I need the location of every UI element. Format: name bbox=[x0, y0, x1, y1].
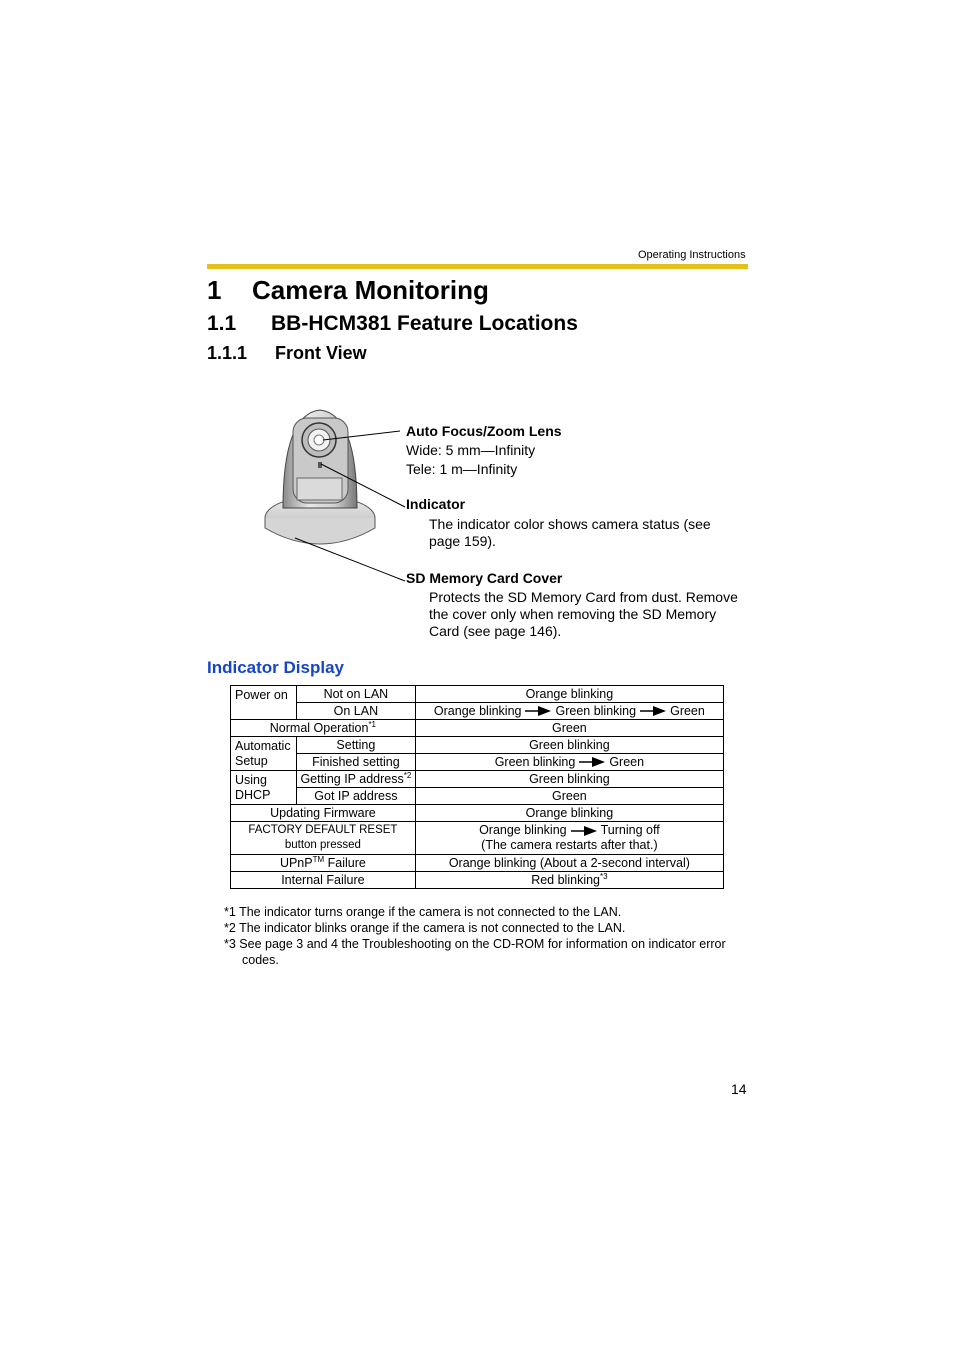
cell-updating-firmware: Updating Firmware bbox=[231, 805, 416, 822]
status-note: (The camera restarts after that.) bbox=[481, 838, 658, 852]
section-number: 1.1 bbox=[207, 312, 237, 335]
cell-status bbox=[415, 822, 723, 855]
cell-on-lan: On LAN bbox=[296, 703, 415, 720]
subsection-title-text: Front View bbox=[275, 343, 367, 363]
table-row bbox=[231, 737, 724, 754]
trademark: TM bbox=[312, 854, 325, 864]
factory-reset-line-1: FACTORY DEFAULT RESET bbox=[248, 824, 398, 836]
arrow-right-icon bbox=[571, 826, 597, 836]
internal-failure-status: Red blinking bbox=[531, 872, 600, 887]
table-row bbox=[231, 822, 724, 855]
chapter-number: 1 bbox=[207, 275, 222, 305]
cell-status: Green blinking bbox=[415, 771, 723, 788]
cell-got-ip: Got IP address bbox=[296, 788, 415, 805]
indicator-display-heading: Indicator Display bbox=[207, 658, 344, 677]
cell-status: Orange blinking bbox=[415, 805, 723, 822]
cell-status bbox=[415, 703, 723, 720]
header-rule bbox=[207, 264, 748, 269]
footnote-2: *2 The indicator blinks orange if the camera is not connected to the LAN. bbox=[224, 921, 626, 935]
sd-cover-desc: Protects the SD Memory Card from dust. Remove the cover only when removing the SD Memory Card (see page 146). bbox=[429, 589, 738, 639]
table-row bbox=[231, 703, 724, 720]
camera-illustration bbox=[255, 400, 415, 585]
indicator-desc: The indicator color shows camera status (see page 159). bbox=[429, 516, 711, 549]
normal-operation-text: Normal Operation bbox=[269, 720, 369, 735]
cell-status: Orange blinking bbox=[415, 686, 723, 703]
footnote-1: *1 The indicator turns orange if the camera is not connected to the LAN. bbox=[224, 905, 622, 919]
table-row bbox=[231, 686, 724, 703]
subsection-title bbox=[207, 343, 367, 364]
status-step: Green blinking bbox=[494, 754, 576, 769]
status-step: Green bbox=[609, 754, 645, 769]
status-step: Green bbox=[670, 703, 705, 718]
cell-power-on: Power on bbox=[231, 686, 297, 720]
page-number: 14 bbox=[731, 1081, 747, 1097]
cell-upnp-failure bbox=[231, 855, 416, 872]
upnp-text: UPnP bbox=[279, 855, 313, 870]
indicator-label: Indicator bbox=[406, 496, 466, 512]
table-row bbox=[231, 855, 724, 872]
cell-status bbox=[415, 754, 723, 771]
status-step: Orange blinking bbox=[433, 703, 522, 718]
cell-finished-setting: Finished setting bbox=[296, 754, 415, 771]
arrow-right-icon bbox=[640, 706, 666, 716]
cell-getting-ip bbox=[296, 771, 415, 788]
indicator-table bbox=[230, 685, 724, 889]
cell-not-on-lan: Not on LAN bbox=[296, 686, 415, 703]
table-row bbox=[231, 720, 724, 737]
table-row bbox=[231, 771, 724, 788]
section-title-text: BB-HCM381 Feature Locations bbox=[271, 312, 578, 335]
cell-using-dhcp: Using DHCP bbox=[231, 771, 297, 805]
status-step: Orange blinking bbox=[479, 823, 567, 837]
cell-status bbox=[415, 872, 723, 889]
running-header: Operating Instructions bbox=[638, 249, 746, 261]
sd-cover-label: SD Memory Card Cover bbox=[406, 570, 563, 586]
lens-tele: Tele: 1 m—Infinity bbox=[406, 461, 518, 477]
footnote-ref: *1 bbox=[368, 719, 376, 729]
status-step: Turning off bbox=[600, 823, 660, 837]
cell-internal-failure: Internal Failure bbox=[231, 872, 416, 889]
cell-status: Orange blinking (About a 2-second interval) bbox=[415, 855, 723, 872]
table-row bbox=[231, 805, 724, 822]
table-row bbox=[231, 754, 724, 771]
cell-status: Green bbox=[415, 720, 723, 737]
subsection-number: 1.1.1 bbox=[207, 343, 248, 363]
table-row bbox=[231, 872, 724, 889]
cell-normal-operation bbox=[231, 720, 416, 737]
cell-factory-reset bbox=[231, 822, 416, 855]
cell-status: Green blinking bbox=[415, 737, 723, 754]
cell-automatic-setup: Automatic Setup bbox=[231, 737, 297, 771]
cell-setting: Setting bbox=[296, 737, 415, 754]
footnote-ref: *3 bbox=[600, 871, 608, 881]
footnote-ref: *2 bbox=[403, 770, 412, 780]
upnp-failure-text: Failure bbox=[324, 855, 366, 870]
cell-status: Green bbox=[415, 788, 723, 805]
chapter-title-text: Camera Monitoring bbox=[252, 275, 489, 305]
arrow-right-icon bbox=[525, 706, 551, 716]
status-step: Green blinking bbox=[555, 703, 637, 718]
chapter-title bbox=[207, 275, 489, 306]
lens-wide: Wide: 5 mm—Infinity bbox=[406, 442, 536, 458]
getting-ip-text: Getting IP address bbox=[300, 771, 404, 786]
section-title bbox=[207, 312, 578, 336]
factory-reset-line-2: button pressed bbox=[284, 839, 361, 851]
arrow-right-icon bbox=[579, 757, 605, 767]
table-row bbox=[231, 788, 724, 805]
footnote-3: *3 See page 3 and 4 the Troubleshooting on the CD-ROM for information on indicator error codes. bbox=[224, 937, 726, 967]
lens-label: Auto Focus/Zoom Lens bbox=[406, 423, 562, 439]
